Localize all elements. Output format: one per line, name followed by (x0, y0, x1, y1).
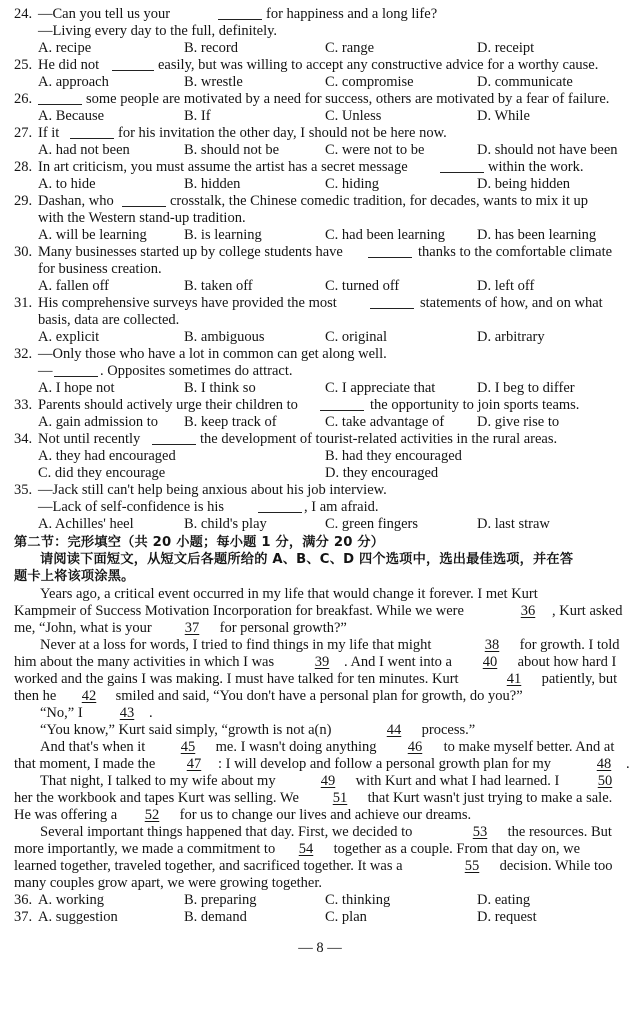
cloze-blank-36: 36 (520, 603, 536, 619)
cloze-blank-50: 50 (597, 773, 613, 789)
cloze-blank-39: 39 (314, 654, 330, 670)
passage-line: He was offering a 52 for us to change our lives and achieve our dreams. (14, 807, 472, 823)
question-26-stem: 26. some people are motivated by a need for success, others are motivated by a fear of failure. (14, 91, 610, 107)
passage-line: That night, I talked to my wife about my 49 with Kurt and what I had learned. I 50 (0, 773, 640, 790)
answer-blank (218, 6, 262, 20)
cloze-blank-52: 52 (144, 807, 160, 823)
question-30-stem-cont: for business creation. (38, 261, 162, 277)
answer-blank (152, 431, 196, 445)
passage-line: then he 42 smiled and said, “You don't have a personal plan for growth, do you?” (14, 688, 523, 704)
cloze-blank-40: 40 (482, 654, 498, 670)
cloze-blank-43: 43 (119, 705, 135, 721)
passage-line: Years ago, a critical event occurred in my life that would change it forever. I met Kurt (40, 586, 538, 602)
question-34-options-row2: C. did they encourage D. they encouraged (38, 465, 439, 481)
cloze-blank-38: 38 (484, 637, 500, 653)
passage-line: Never at a loss for words, I tried to find things in my life that might 38 for growth. I told (40, 637, 620, 653)
question-35-options: A. Achilles' heel B. child's play C. green fingers D. last straw (38, 516, 550, 532)
cloze-blank-55: 55 (464, 858, 480, 874)
question-30-options: A. fallen off B. taken off C. turned off D. left off (38, 278, 535, 294)
answer-blank (368, 244, 412, 258)
question-32-options: A. I hope not B. I think so C. I appreciate that D. I beg to differ (38, 380, 575, 396)
passage-line: Kampmeir of Success Motivation Incorporation for breakfast. While we were 36 , Kurt asked (14, 603, 623, 619)
question-29-stem: 29. Dashan, who crosstalk, the Chinese comedic tradition, for decades, wants to mix it up (14, 193, 588, 209)
section-heading: 第二节：完形填空（共 20 小题；每小题 1 分，满分 20 分） (14, 535, 385, 550)
question-25-options: A. approach B. wrestle C. compromise D. communicate (38, 74, 573, 90)
question-25-stem: 25. He did not easily, but was willing to accept any constructive advice for a worthy cause. (14, 57, 599, 73)
question-26-options: A. Because B. If C. Unless D. While (38, 108, 530, 124)
question-31-options: A. explicit B. ambiguous C. original D. arbitrary (38, 329, 545, 345)
page-number: — 8 — (298, 940, 342, 956)
cloze-blank-48: 48 (596, 756, 612, 772)
question-31-stem: 31. His comprehensive surveys have provided the most statements of how, and on what (14, 295, 603, 311)
answer-blank (370, 295, 414, 309)
question-24-reply: —Living every day to the full, definitely. (38, 23, 278, 39)
cloze-blank-44: 44 (386, 722, 402, 738)
question-29-options: A. will be learning B. is learning C. had been learning D. has been learning (38, 227, 597, 243)
question-32-reply: — . Opposites sometimes do attract. (38, 363, 293, 379)
cloze-blank-54: 54 (298, 841, 314, 857)
question-34-stem: 34. Not until recently the development of tourist-related activities in the rural areas. (14, 431, 558, 447)
answer-blank (320, 397, 364, 411)
section-instructions: 请阅读下面短文，从短文后各题所给的 A、B、C、D 四个选项中，选出最佳选项，并在答 (40, 552, 574, 567)
answer-blank (70, 125, 114, 139)
passage-line: her the workbook and tapes Kurt was selling. We 51 that Kurt wasn't just trying to make a sale. (14, 790, 613, 806)
cloze-blank-46: 46 (407, 739, 423, 755)
answer-blank (38, 91, 82, 105)
cloze-37-options: 37. A. suggestion B. demand C. plan D. request (14, 909, 537, 925)
question-27-options: A. had not been B. should not be C. were not to be D. should not have been (38, 142, 618, 158)
question-32-stem: 32. —Only those who have a lot in common can get along well. (14, 346, 387, 362)
passage-line: me, “John, what is your 37 for personal growth?” (14, 620, 347, 636)
question-27-stem: 27. If it for his invitation the other day, I should not be here now. (14, 125, 447, 141)
passage-line: more importantly, we made a commitment to 54 together as a couple. From that day on, we (14, 841, 581, 857)
answer-blank (112, 57, 154, 71)
passage-line: And that's when it 45 me. I wasn't doing anything 46 to make myself better. And at (40, 739, 615, 755)
question-28-options: A. to hide B. hidden C. hiding D. being hidden (38, 176, 571, 192)
question-33-stem: 33. Parents should actively urge their children to the opportunity to join sports teams. (14, 397, 580, 413)
question-28-stem: 28. In art criticism, you must assume the artist has a secret message within the work. (14, 159, 584, 175)
answer-blank (258, 499, 302, 513)
cloze-blank-41: 41 (506, 671, 522, 687)
question-31-stem-cont: basis, data are collected. (38, 312, 180, 328)
question-35-stem: 35. —Jack still can't help being anxious about his job interview. (14, 482, 387, 498)
question-35-reply: —Lack of self-confidence is his , I am afraid. (38, 499, 379, 515)
cloze-blank-51: 51 (332, 790, 348, 806)
question-24-options: A. recipe B. record C. range D. receipt (38, 40, 535, 56)
passage-line: Several important things happened that day. First, we decided to 53 the resources. But (40, 824, 612, 840)
passage-line: that moment, I made the 47 : I will develop and follow a personal growth plan for my 48 . (14, 756, 630, 772)
answer-blank (54, 363, 98, 377)
cloze-blank-53: 53 (472, 824, 488, 840)
cloze-blank-37: 37 (184, 620, 200, 636)
passage-line: him about the many activities in which I was 39 . And I went into a 40 about how hard I (14, 654, 617, 670)
cloze-blank-45: 45 (180, 739, 196, 755)
question-34-options-row1: A. they had encouraged B. had they encouraged (38, 448, 462, 464)
cloze-blank-42: 42 (81, 688, 97, 704)
passage-line: learned together, traveled together, and sacrificed together. It was a 55 decision. While too (14, 858, 613, 874)
answer-blank (122, 193, 166, 207)
question-24-stem: 24. —Can you tell us your for happiness and a long life? (14, 6, 438, 22)
passage-line: worked and the gains I was making. I must have talked for ten minutes. Kurt 41 patiently, but (14, 671, 618, 687)
passage-line: many couples grow apart, we were growing together. (14, 875, 323, 891)
question-30-stem: 30. Many businesses started up by college students have thanks to the comfortable climate (14, 244, 613, 260)
cloze-blank-49: 49 (320, 773, 336, 789)
passage-line: “You know,” Kurt said simply, “growth is not a(n) 44 process.” (40, 722, 476, 738)
answer-blank (440, 159, 484, 173)
passage-line: “No,” I 43 . (40, 705, 153, 721)
section-instructions-cont: 题卡上将该项涂黑。 (14, 569, 135, 584)
question-29-stem-cont: with the Western stand-up tradition. (38, 210, 246, 226)
cloze-36-options: 36. A. working B. preparing C. thinking D. eating (14, 892, 531, 908)
question-33-options: A. gain admission to B. keep track of C. take advantage of D. give rise to (38, 414, 560, 430)
cloze-blank-47: 47 (186, 756, 202, 772)
